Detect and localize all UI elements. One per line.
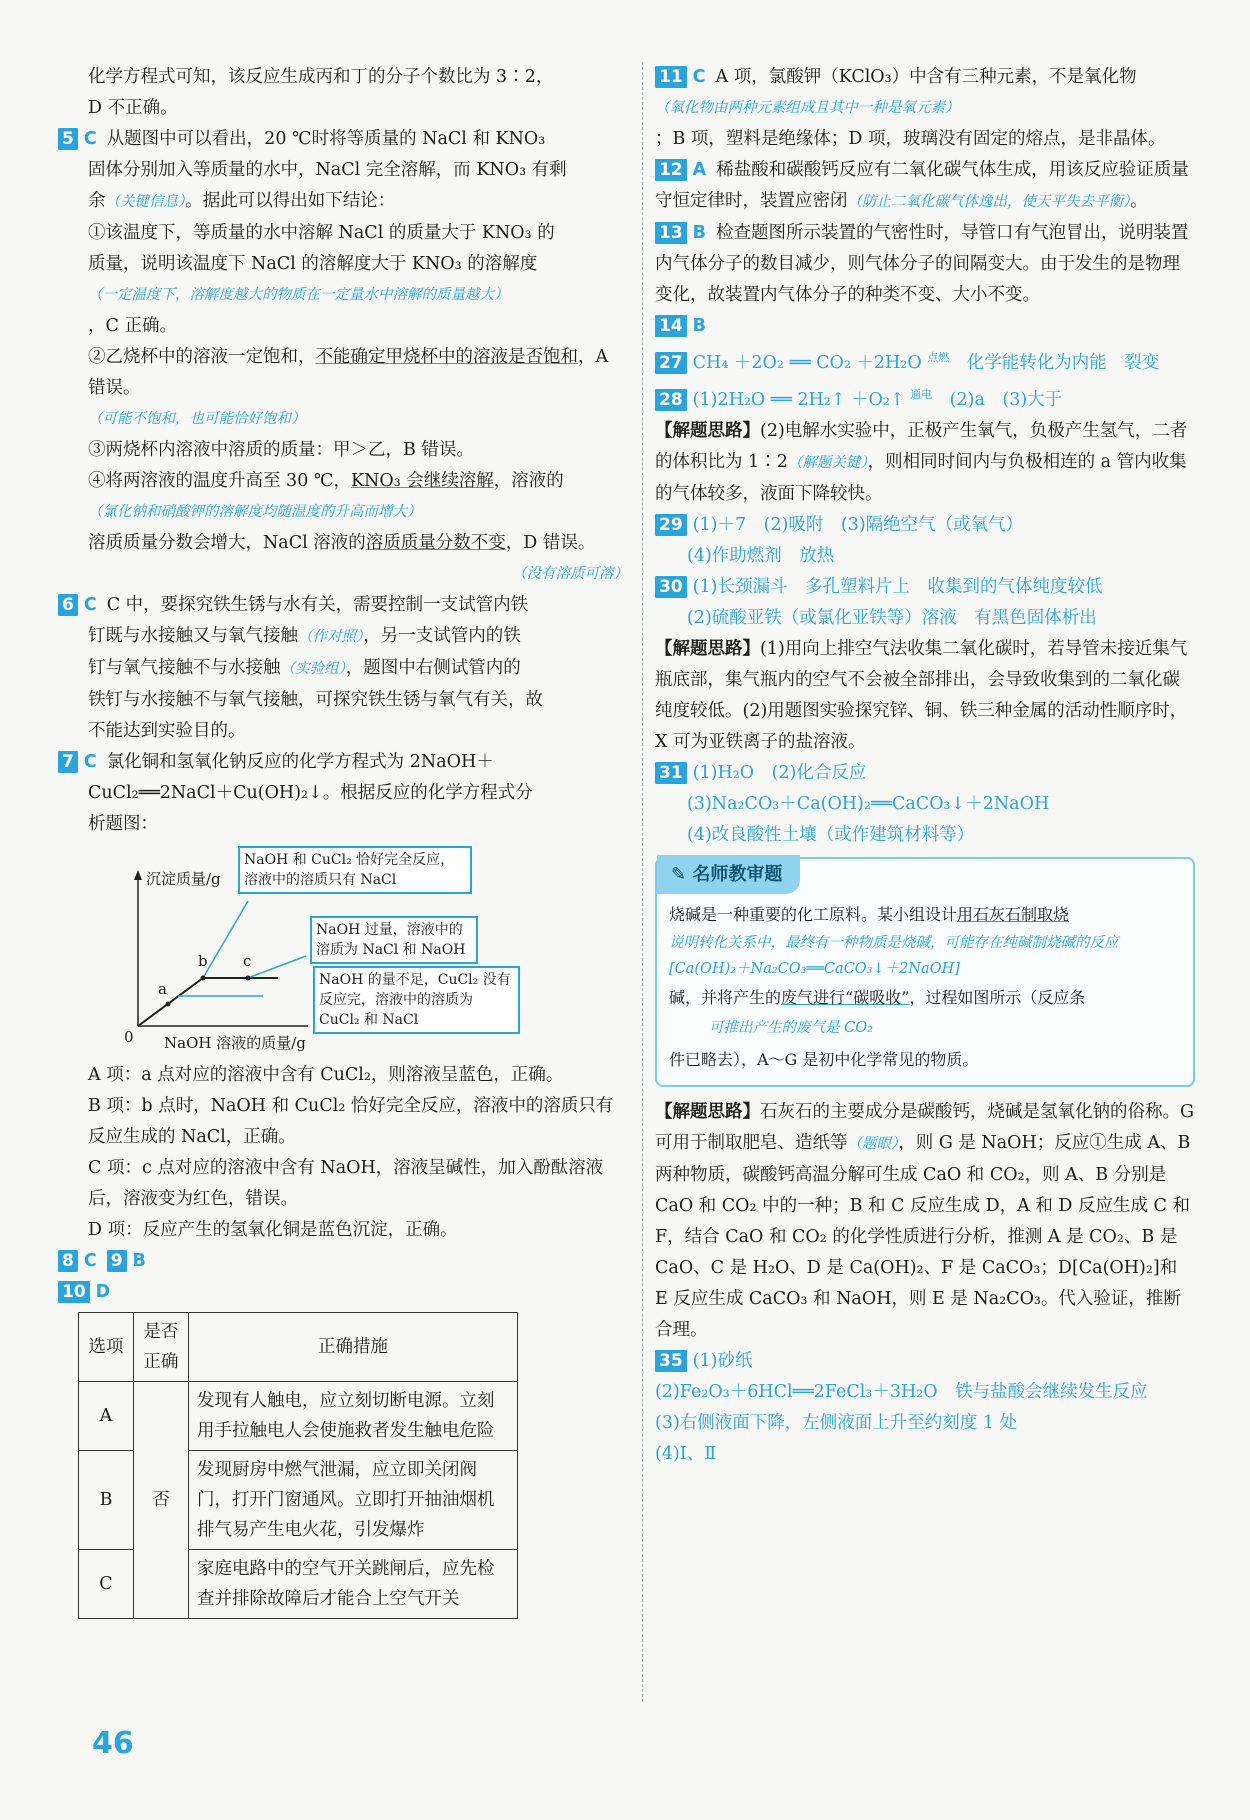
text: 。 xyxy=(1130,191,1148,211)
text: 氯化铜和氢氧化钠反应的化学方程式为 2NaOH＋ xyxy=(106,752,494,772)
text: (3)Na₂CO₃＋Ca(OH)₂══CaCO₃↓＋2NaOH xyxy=(687,793,1050,814)
page-number: 46 xyxy=(92,1726,134,1761)
text: ，C 正确。 xyxy=(88,316,177,336)
point-c-label: c xyxy=(243,952,252,970)
question-number: 6 xyxy=(58,594,78,616)
text: ，另一支试管内的铁 xyxy=(363,626,521,646)
text: A 项，氯酸钾（KClO₃）中含有三种元素，不是氧化物 xyxy=(715,67,1137,87)
measure-cell: 发现厨房中燃气泄漏，应立即关闭阀门，打开门窗通风。立即打开抽油烟机排气易产生电火花，引发爆炸 xyxy=(189,1451,518,1550)
question-number: 13 xyxy=(655,222,687,244)
text: ，题图中右侧试管内的 xyxy=(345,658,521,678)
book-icon: ✎ xyxy=(671,863,693,885)
text: (3)右侧液面下降，左侧液面上升至约刻度 1 处 xyxy=(655,1412,1018,1433)
answer-letter: B xyxy=(692,316,707,336)
margin-note: （关键信息） xyxy=(105,194,186,210)
answer-letter: C xyxy=(692,67,706,87)
margin-note: （没有溶质可溶） xyxy=(512,566,628,582)
answer-letter: C xyxy=(83,1251,97,1271)
text: CuCl₂══2NaCl＋Cu(OH)₂↓。根据反应的化学方程式分 xyxy=(88,783,533,803)
table-header-cell: 是否正确 xyxy=(134,1313,189,1382)
table-header-cell: 选项 xyxy=(79,1313,134,1382)
question-35 xyxy=(655,1346,1195,1470)
text: ③两烧杯内溶液中溶质的质量：甲＞乙，B 错误。 xyxy=(88,440,474,460)
option-cell: A xyxy=(79,1382,134,1451)
question-31 xyxy=(655,758,1195,851)
analysis-block xyxy=(655,1097,1195,1346)
text: 析题图： xyxy=(88,814,158,834)
arrow-c xyxy=(248,956,306,978)
answer-letter: B xyxy=(132,1251,146,1271)
arrow-b xyxy=(203,901,248,978)
answer-letter: C xyxy=(83,752,97,772)
text: (2)硫酸亚铁（或氯化亚铁等）溶液 有黑色固体析出 xyxy=(687,607,1097,628)
underlined-text: 溶质质量分数不变 xyxy=(365,533,506,553)
section-label: 【解题思路】 xyxy=(655,1101,760,1122)
text: ①该温度下，等质量的水中溶解 NaCl 的质量大于 KNO₃ 的 xyxy=(88,223,555,243)
question-number: 7 xyxy=(58,751,78,773)
y-axis-arrow xyxy=(134,870,142,880)
question-12 xyxy=(655,155,1195,218)
text: 碱，并将产生的 xyxy=(669,987,782,1007)
text: (2)电解水实验中，正极产生氧气，负极产生氢气，二者的体积比为 1∶2 xyxy=(655,420,1188,472)
question-30 xyxy=(655,572,1195,758)
text: (1)用向上排空气法收集二氧化碳时，若导管未接近集气瓶底部，集气瓶内的空气不会被全部排出，会导致收集到的二氧化碳纯度较低。(2)用题图实验探究锌、铜、铁三种金属的活动性顺序时，X 可为亚铁离子的盐溶液。 xyxy=(655,638,1188,752)
margin-note: （解题关键） xyxy=(787,454,868,471)
answer-letter: D xyxy=(95,1282,111,1302)
margin-note: （一定温度下，溶解度越大的物质在一定量水中溶解的质量越大） xyxy=(88,287,509,303)
point-b-label: b xyxy=(198,952,208,970)
margin-note: （氯化钠和硝酸钾的溶解度均随温度的升高而增大） xyxy=(88,504,422,520)
answer-letter: B xyxy=(692,223,707,243)
question-number: 8 xyxy=(58,1250,78,1272)
question-7 xyxy=(62,747,628,1246)
text: 钉与氧气接触不与水接触 xyxy=(88,658,281,678)
text: ，则相同时间内与负极相连的 a 管内收集的气体较多，液面下降较快。 xyxy=(655,451,1187,504)
x-axis-label: NaOH 溶液的质量/g xyxy=(164,1034,306,1052)
question-11 xyxy=(655,62,1195,155)
margin-note: （作对照） xyxy=(298,629,364,645)
text: ；B 项，塑料是绝缘体；D 项，玻璃没有固定的熔点，是非晶体。 xyxy=(655,129,1166,149)
margin-note: （实验组） xyxy=(280,661,346,677)
underlined-text: 用石灰石制取烧 xyxy=(957,904,1070,924)
measure-cell: 家庭电路中的空气开关跳闸后，应先检查并排除故障后才能合上空气开关 xyxy=(189,1550,518,1619)
question-number: 5 xyxy=(58,128,78,150)
option-analysis: A 项：a 点对应的溶液中含有 CuCl₂，则溶液呈蓝色，正确。 xyxy=(88,1065,564,1085)
option-cell: C xyxy=(79,1550,134,1619)
precipitate-graph xyxy=(88,846,628,1056)
y-axis-label: 沉淀质量/g xyxy=(146,870,221,888)
text: (4)Ⅰ、Ⅱ xyxy=(655,1443,717,1464)
text: ，过程如图所示（反应条 xyxy=(909,987,1086,1007)
text: 检查题图所示装置的气密性时，导管口有气泡冒出，说明装置内气体分子的数目减少，则气体分子的间隔变大。由于发生的是物理变化，故装置内气体分子的种类不变、大小不变。 xyxy=(655,223,1189,305)
intro-line: D 不正确。 xyxy=(88,98,178,118)
text: 稀盐酸和碳酸钙反应有二氧化碳气体生成，用该反应验证质量守恒定律时，装置应密闭 xyxy=(655,160,1189,211)
text: (4)改良酸性土壤（或作建筑材料等） xyxy=(687,824,975,845)
text: ④将两溶液的温度升高至 30 ℃， xyxy=(88,471,351,491)
reaction-condition: 通电 xyxy=(910,387,933,401)
margin-note: （可能不饱和，也可能恰好饱和） xyxy=(88,411,306,427)
question-27 xyxy=(655,342,1195,379)
equation: (1)2H₂O ══ 2H₂↑ ＋O₂↑ xyxy=(692,389,905,410)
text: (1)＋7 (2)吸附 (3)隔绝空气（或氧气） xyxy=(692,514,1024,535)
text: 固体分别加入等质量的水中，NaCl 完全溶解，而 KNO₃ 有剩 xyxy=(88,160,567,180)
question-number: 30 xyxy=(655,576,687,598)
text: 。据此可以得出如下结论： xyxy=(185,191,396,211)
text: 烧碱是一种重要的化工原料。某小组设计 xyxy=(669,904,958,924)
margin-note: （防止二氧化碳气体逸出，使天平失去平衡） xyxy=(847,194,1131,210)
answer-letter: C xyxy=(83,595,97,615)
text: (4)作助燃剂 放热 xyxy=(687,545,835,566)
questions-8-9 xyxy=(58,1246,628,1277)
question-number: 27 xyxy=(655,352,687,374)
option-analysis: D 项：反应产生的氢氧化铜是蓝色沉淀，正确。 xyxy=(88,1220,458,1240)
section-label: 【解题思路】 xyxy=(655,420,760,441)
title-text: 名师教审题 xyxy=(692,863,783,885)
question-number: 10 xyxy=(58,1281,90,1303)
text: 裂变 xyxy=(1124,352,1160,373)
table-row xyxy=(79,1382,518,1451)
question-10 xyxy=(62,1277,628,1619)
text: 件已略去），A～G 是初中化学常见的物质。 xyxy=(669,1049,979,1069)
verdict-cell: 否 xyxy=(134,1382,189,1619)
question-number: 9 xyxy=(107,1250,127,1272)
text: 余 xyxy=(88,191,106,211)
text: (2)a xyxy=(949,389,985,410)
section-label: 【解题思路】 xyxy=(655,638,760,659)
text: 铁钉与水接触不与氧气接触，可探究铁生锈与氧气有关，故 xyxy=(88,690,543,710)
text: 化学能转化为内能 xyxy=(966,352,1107,373)
question-number: 12 xyxy=(655,159,687,181)
question-13 xyxy=(655,218,1195,311)
intro-line: 化学方程式可知，该反应生成丙和丁的分子个数比为 3∶2， xyxy=(88,67,554,87)
text: (3)大于 xyxy=(1002,389,1063,410)
margin-note: 说明转化关系中，最终有一种物质是烧碱，可能存在纯碱制烧碱的反应[Ca(OH)₂＋Na₂CO₃══CaCO₃↓＋2NaOH] xyxy=(669,934,1119,977)
text: (1)H₂O (2)化合反应 xyxy=(692,762,867,783)
option-analysis: B 项：b 点时，NaOH 和 CuCl₂ 恰好完全反应，溶液中的溶质只有反应生成的 NaCl，正确。 xyxy=(88,1096,614,1147)
teacher-review-title xyxy=(657,855,800,894)
option-analysis: C 项：c 点对应的溶液中含有 NaOH，溶液呈碱性，加入酚酞溶液后，溶液变为红色，错误。 xyxy=(88,1158,604,1209)
text: (1)长颈漏斗 多孔塑料片上 收集到的气体纯度较低 xyxy=(692,576,1103,597)
text: 石灰石的主要成分是碳酸钙，烧碱是氢氧化钠的俗称。G 可用于制取肥皂、造纸等 xyxy=(655,1101,1194,1153)
table-header-cell: 正确措施 xyxy=(189,1313,518,1382)
margin-note: （氧化物由两种元素组成且其中一种是氧元素） xyxy=(655,100,960,116)
question-number: 28 xyxy=(655,389,687,411)
point-a-label: a xyxy=(158,980,167,998)
text: 质量，说明该温度下 NaCl 的溶解度大于 KNO₃ 的溶解度 xyxy=(88,254,538,274)
underlined-text: 不能确定甲烧杯中的溶液是否饱和 xyxy=(315,347,578,367)
annotation-box-b: NaOH 和 CuCl₂ 恰好完全反应，溶液中的溶质只有 NaCl xyxy=(238,846,472,894)
text: C 中，要探究铁生锈与水有关，需要控制一支试管内铁 xyxy=(106,595,529,615)
question-28 xyxy=(655,379,1195,510)
origin-label: 0 xyxy=(124,1028,134,1046)
answer-letter: A xyxy=(692,160,707,180)
text: ，溶液的 xyxy=(493,471,564,491)
text: 钉既与水接触又与氧气接触 xyxy=(88,626,298,646)
option-cell: B xyxy=(79,1451,134,1550)
measure-cell: 发现有人触电，应立刻切断电源。立刻用手拉触电人会使施救者发生触电危险 xyxy=(189,1382,518,1451)
margin-note: 可推出产生的废气是 CO₂ xyxy=(709,1019,873,1036)
question-number: 29 xyxy=(655,514,687,536)
equation: CH₄ ＋2O₂ ══ CO₂ ＋2H₂O xyxy=(692,352,922,373)
text: ，A 错误。 xyxy=(88,347,609,398)
teacher-review-box xyxy=(655,857,1195,1087)
text: ，D 错误。 xyxy=(505,533,596,553)
annotation-box-a: NaOH 的量不足，CuCl₂ 没有反应完，溶液中的溶质为 CuCl₂ 和 NaCl xyxy=(313,966,520,1034)
left-column xyxy=(62,62,628,1619)
text: ，则 G 是 NaOH；反应①生成 A、B 两种物质，碳酸钙高温分解可生成 CaO 和 CO₂，则 A、B 分别是 CaO 和 CO₂ 中的一种；B 和 C 反应生成 D，A 和 D 反应生成 C 和 F，结合 CaO 和 CO₂ 的化学性质进行分析，推测 A 是 CO₂、B 是 CaO、C 是 H₂O、D 是 Ca(OH)₂、F 是 CaCO₃；D[Ca(OH)₂]和 E 反应生成 CaCO₃ 和 NaOH，则 E 是 Na₂CO₃。代入验证，推断合理。 xyxy=(655,1132,1191,1340)
question-number: 14 xyxy=(655,315,687,337)
text: 从题图中可以看出，20 ℃时将等质量的 NaCl 和 KNO₃ xyxy=(106,129,546,149)
margin-note: （题眼） xyxy=(847,1135,899,1152)
annotation-box-c: NaOH 过量，溶液中的溶质为 NaCl 和 NaOH xyxy=(310,916,478,964)
underlined-text: KNO₃ 会继续溶解 xyxy=(350,471,494,491)
right-column xyxy=(655,62,1195,1470)
underlined-text: 废气进行“碳吸收” xyxy=(781,987,910,1007)
text: 不能达到实验目的。 xyxy=(88,721,246,741)
text: (2)Fe₂O₃＋6HCl══2FeCl₃＋3H₂O 铁与盐酸会继续发生反应 xyxy=(655,1381,1148,1402)
question-29 xyxy=(655,510,1195,572)
question-14 xyxy=(655,311,1195,342)
question-number: 11 xyxy=(655,66,687,88)
text: ②乙烧杯中的溶液一定饱和， xyxy=(88,347,316,367)
text: (1)砂纸 xyxy=(692,1350,753,1371)
question-number: 35 xyxy=(655,1350,687,1372)
reaction-condition: 点燃 xyxy=(927,351,950,364)
question-number: 31 xyxy=(655,762,687,784)
answer-letter: C xyxy=(83,129,97,149)
question-6 xyxy=(62,590,628,747)
measures-table xyxy=(78,1312,518,1619)
question-5 xyxy=(62,124,628,590)
text: 溶质质量分数会增大，NaCl 溶液的 xyxy=(88,533,366,553)
table-header xyxy=(79,1313,518,1382)
column-divider xyxy=(642,62,643,1702)
